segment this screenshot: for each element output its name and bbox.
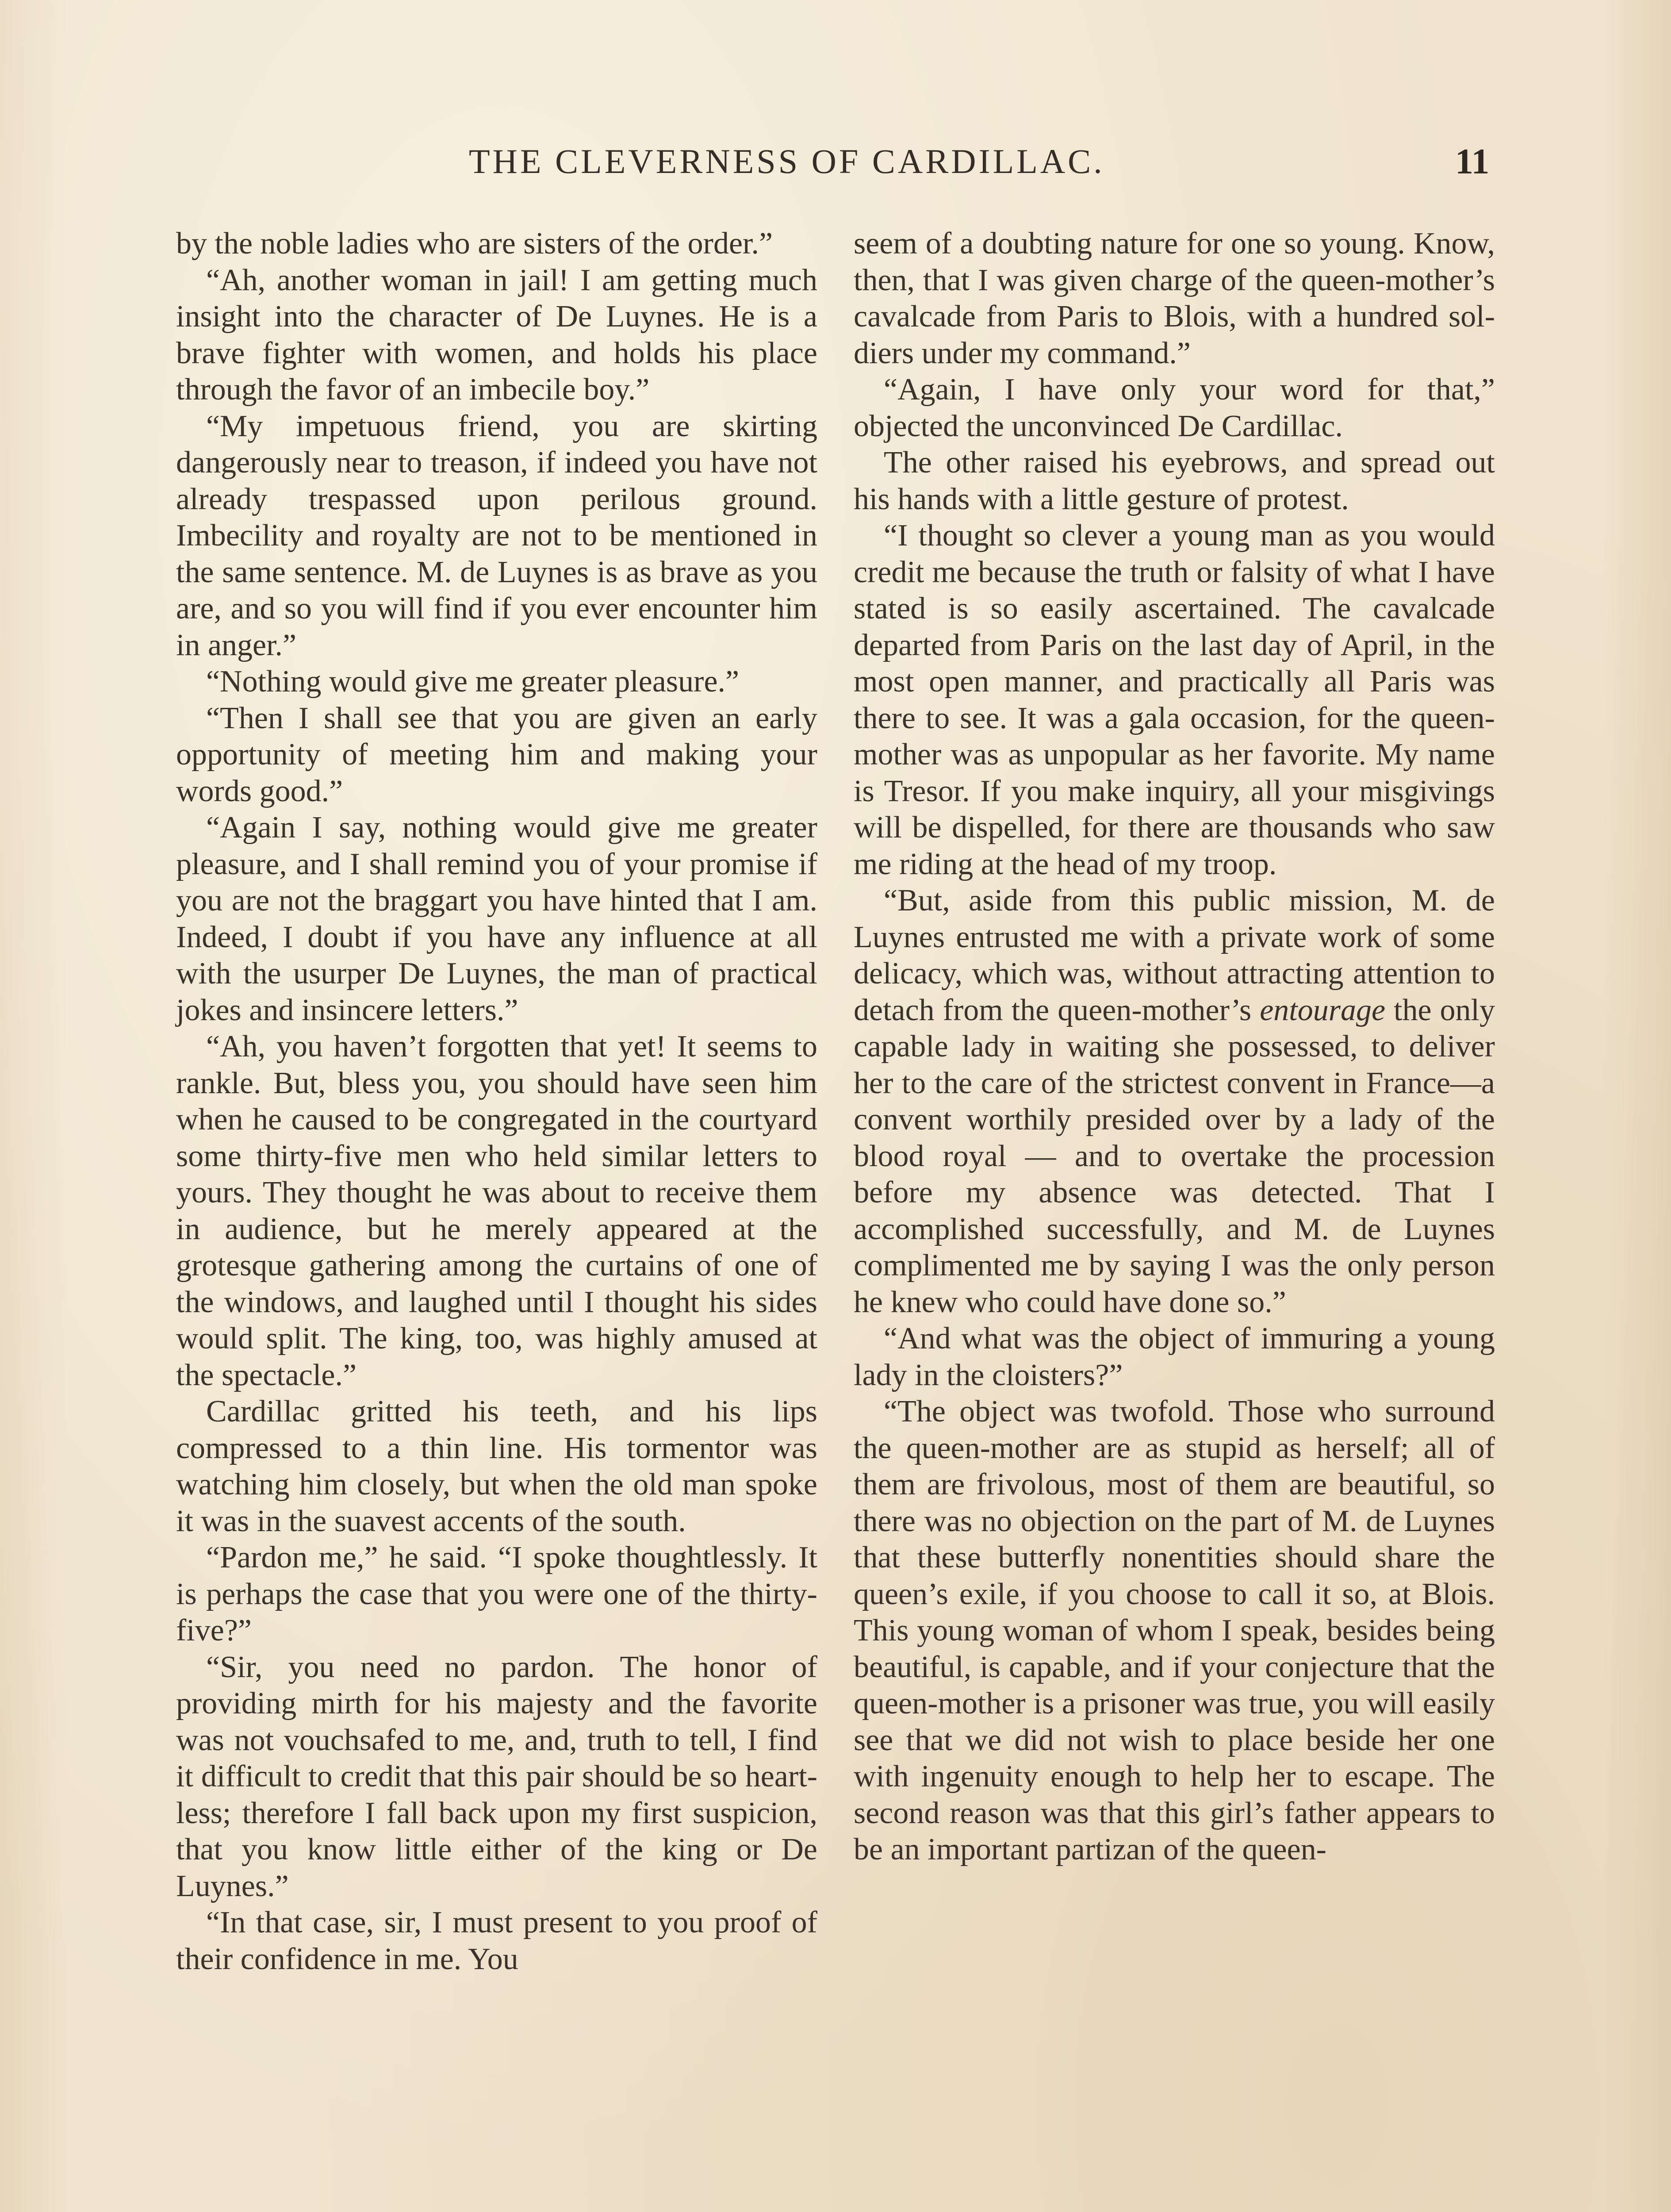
paragraph: “Again, I have only your word for that,” objected the unconvinced De Cardillac. (854, 373, 1495, 443)
text-run: “But, aside from this public mission, M. de Luynes entrusted me with a private work of some delicacy, which was, without attracting attention to detach from the queen-mother’s (854, 883, 1495, 1027)
paragraph: “Ah, another woman in jail! I am getting much insight into the character of De Luynes. He is a brave fighter with women, and holds his place through the favor of an imbecile boy.” (176, 263, 817, 407)
paragraph: “My impetuous friend, you are skirting dangerously near to treason, if indeed you have not already trespassed upon perilous ground. Imbecility and royalty are not to be mentioned in the same sentence. M. de Luynes is as brave as you are, and so you will find if you ever encounter him in anger.” (176, 409, 817, 662)
paragraph: “Then I shall see that you are given an early opportunity of meeting him and making your words good.” (176, 701, 817, 808)
page-number: 11 (1455, 141, 1490, 181)
paragraph (854, 883, 1495, 1321)
paragraph: “The object was twofold. Those who surround the queen-mother are as stupid as herself; all of them are frivolous, most of them are beautiful, so there was no objection on the part of M. de Luynes that these butterfly nonentities should share the queen’s exile, if you choose to call it so, at Blois. This young woman of whom I speak, besides being beautiful, is capable, and if your conjecture that the queen-mother is a prisoner was true, you will easily see that we did not wish to place beside her one with ingenuity enough to help her to escape. The second reason was that this girl’s father appears to be an important partizan of the queen- (854, 1394, 1495, 1866)
paragraph: “In that case, sir, I must present to you proof of their confidence in me. You (176, 1905, 817, 1976)
paragraph: “Nothing would give me greater pleasure.” (206, 664, 740, 699)
paragraph: “I thought so clever a young man as you would credit me because the truth or falsity of what I have stated is so easily ascertained. The cavalcade departed from Paris on the last day of April, in the most open manner, and practically all Paris was there to see. It was a gala occasion, for the queen-mother was as unpopular as her favorite. My name is Tresor. If you make inquiry, all your misgivings will be dispelled, for there are thousands who saw me riding at the head of my troop. (854, 518, 1495, 881)
text-column-right (854, 226, 1495, 1868)
running-head: THE CLEVERNESS OF CARDILLAC. (469, 142, 1105, 180)
text-run: the only capable lady in waiting she possessed, to deliver her to the care of the strictest convent in France—a convent worthily presided over by a lady of the blood royal — and to overtake the procession before my absence was detected. That I accomplished successfully, and M. de Luynes complimented me by saying I was the only person he knew who could have done so.” (854, 993, 1495, 1319)
paragraph: “And what was the object of immuring a young lady in the cloisters?” (854, 1321, 1495, 1392)
paragraph: Cardillac gritted his teeth, and his lips compressed to a thin line. His tormentor was watching him closely, but when the old man spoke it was in the suavest accents of the south. (176, 1394, 817, 1538)
paragraph: seem of a doubting nature for one so young. Know, then, that I was given charge of the queen-mother’s cavalcade from Paris to Blois, with a hundred soldiers under my command.” (854, 227, 1495, 370)
text-column-left (176, 226, 817, 1978)
paragraph: “Again I say, nothing would give me greater pleasure, and I shall remind you of your promise if you are not the braggart you have hinted that I am. Indeed, I doubt if you have any influence at all with the usurper De Luynes, the man of practical jokes and insincere letters.” (176, 810, 817, 1027)
paragraph: “Pardon me,” he said. “I spoke thoughtlessly. It is perhaps the case that you were one of the thirty-five?” (176, 1540, 817, 1647)
paragraph: by the noble ladies who are sisters of the order.” (176, 227, 773, 261)
paragraph: The other raised his eyebrows, and spread out his hands with a little gesture of protest. (854, 445, 1495, 516)
paragraph: “Sir, you need no pardon. The honor of providing mirth for his majesty and the favorite was not vouchsafed to me, and, truth to tell, I find it difficult to credit that this pair should be so heartless; therefore I fall back upon my first suspicion, that you know little either of the king or De Luynes.” (176, 1650, 817, 1903)
paragraph: “Ah, you haven’t forgotten that yet! It seems to rankle. But, bless you, you should have seen him when he caused to be congregated in the courtyard some thirty-five men who held similar letters to yours. They thought he was about to receive them in audience, but he merely appeared at the grotesque gathering among the curtains of one of the windows, and laughed until I thought his sides would split. The king, too, was highly amused at the spectacle.” (176, 1029, 817, 1392)
italic-word: entourage (1260, 993, 1386, 1027)
